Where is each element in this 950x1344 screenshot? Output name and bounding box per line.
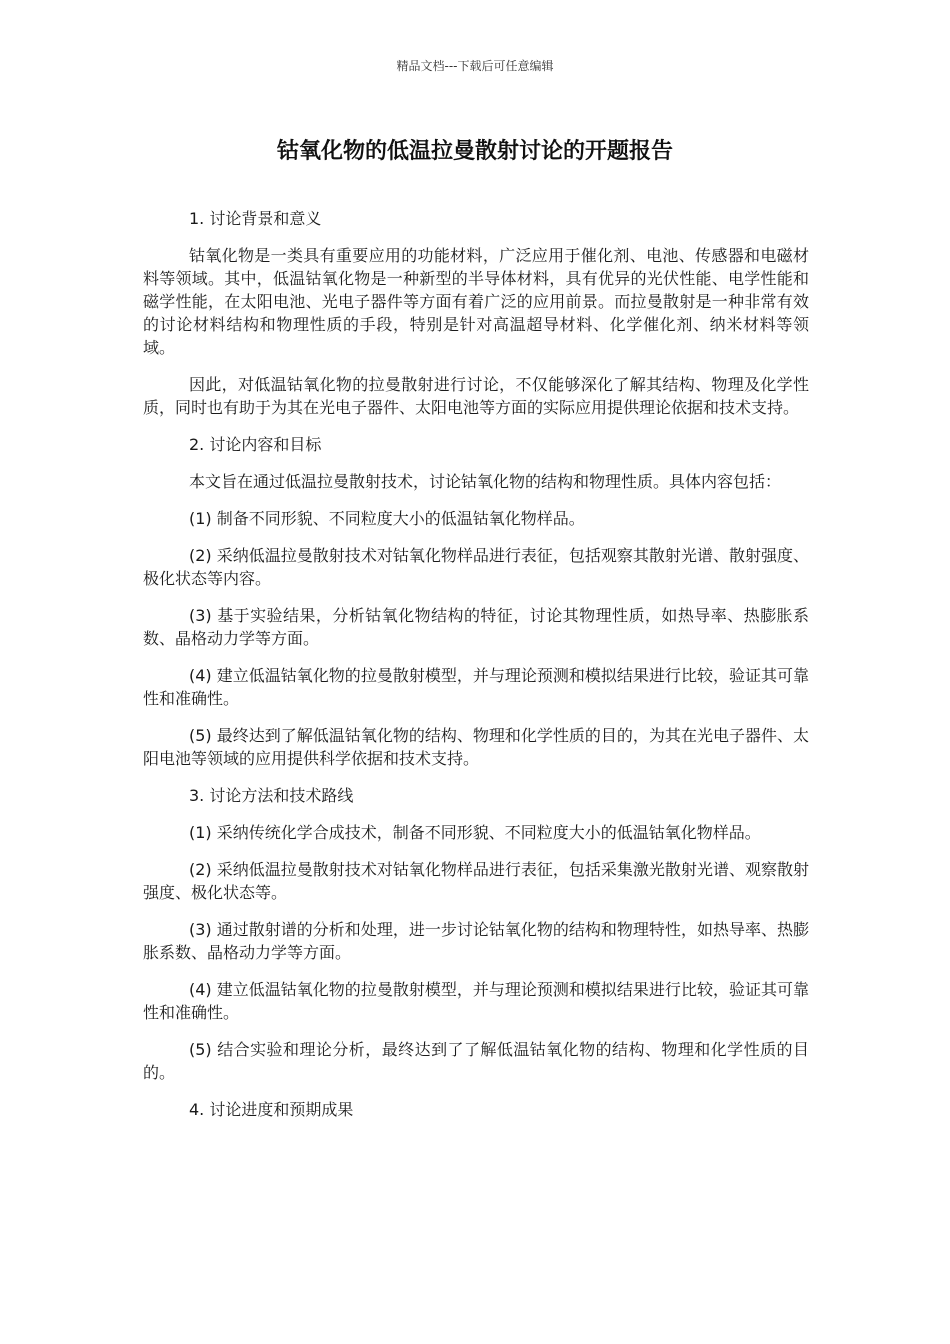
section-heading-methods: 3. 讨论方法和技术路线 [189,786,354,805]
section-heading-content: 2. 讨论内容和目标 [189,435,322,454]
list-item-methods-4: (4) 建立低温钴氧化物的拉曼散射模型，并与理论预测和模拟结果进行比较，验证其可靠性和准确性。 [143,980,809,1022]
list-item-methods-2: (2) 采纳低温拉曼散射技术对钴氧化物样品进行表征，包括采集激光散射光谱、观察散射强度、极化状态等。 [143,860,809,902]
paragraph-background-1: 钴氧化物是一类具有重要应用的功能材料，广泛应用于催化剂、电池、传感器和电磁材料等领域。其中，低温钴氧化物是一种新型的半导体材料，具有优异的光伏性能、电学性能和磁学性能，在太阳电池、光电子器件等方面有着广泛的应用前景。而拉曼散射是一种非常有效的讨论材料结构和物理性质的手段，特别是针对高温超导材料、化学催化剂、纳米材料等领域。 [143,246,809,357]
paragraph-background-2: 因此，对低温钴氧化物的拉曼散射进行讨论，不仅能够深化了解其结构、物理及化学性质，同时也有助于为其在光电子器件、太阳电池等方面的实际应用提供理论依据和技术支持。 [143,375,809,417]
list-item-methods-3: (3) 通过散射谱的分析和处理，进一步讨论钴氧化物的结构和物理特性，如热导率、热膨胀系数、晶格动力学等方面。 [143,920,809,962]
list-item-content-4: (4) 建立低温钴氧化物的拉曼散射模型，并与理论预测和模拟结果进行比较，验证其可靠性和准确性。 [143,666,809,708]
list-item-content-2: (2) 采纳低温拉曼散射技术对钴氧化物样品进行表征，包括观察其散射光谱、散射强度、极化状态等内容。 [143,546,809,588]
header-note: 精品文档---下载后可任意编辑 [396,59,554,73]
list-item-content-1: (1) 制备不同形貌、不同粒度大小的低温钴氧化物样品。 [189,509,585,528]
document-title: 钴氧化物的低温拉曼散射讨论的开题报告 [276,139,673,164]
list-item-content-3: (3) 基于实验结果，分析钴氧化物结构的特征，讨论其物理性质，如热导率、热膨胀系数、晶格动力学等方面。 [143,606,809,648]
section-heading-background: 1. 讨论背景和意义 [189,209,322,228]
list-item-methods-5: (5) 结合实验和理论分析，最终达到了了解低温钴氧化物的结构、物理和化学性质的目的。 [143,1040,809,1082]
section-heading-progress: 4. 讨论进度和预期成果 [189,1100,354,1119]
list-item-content-5: (5) 最终达到了解低温钴氧化物的结构、物理和化学性质的目的，为其在光电子器件、太阳电池等领域的应用提供科学依据和技术支持。 [143,726,809,768]
document-body [143,207,809,1135]
paragraph-content-intro: 本文旨在通过低温拉曼散射技术，讨论钴氧化物的结构和物理性质。具体内容包括： [189,472,782,491]
list-item-methods-1: (1) 采纳传统化学合成技术，制备不同形貌、不同粒度大小的低温钴氧化物样品。 [189,823,761,842]
